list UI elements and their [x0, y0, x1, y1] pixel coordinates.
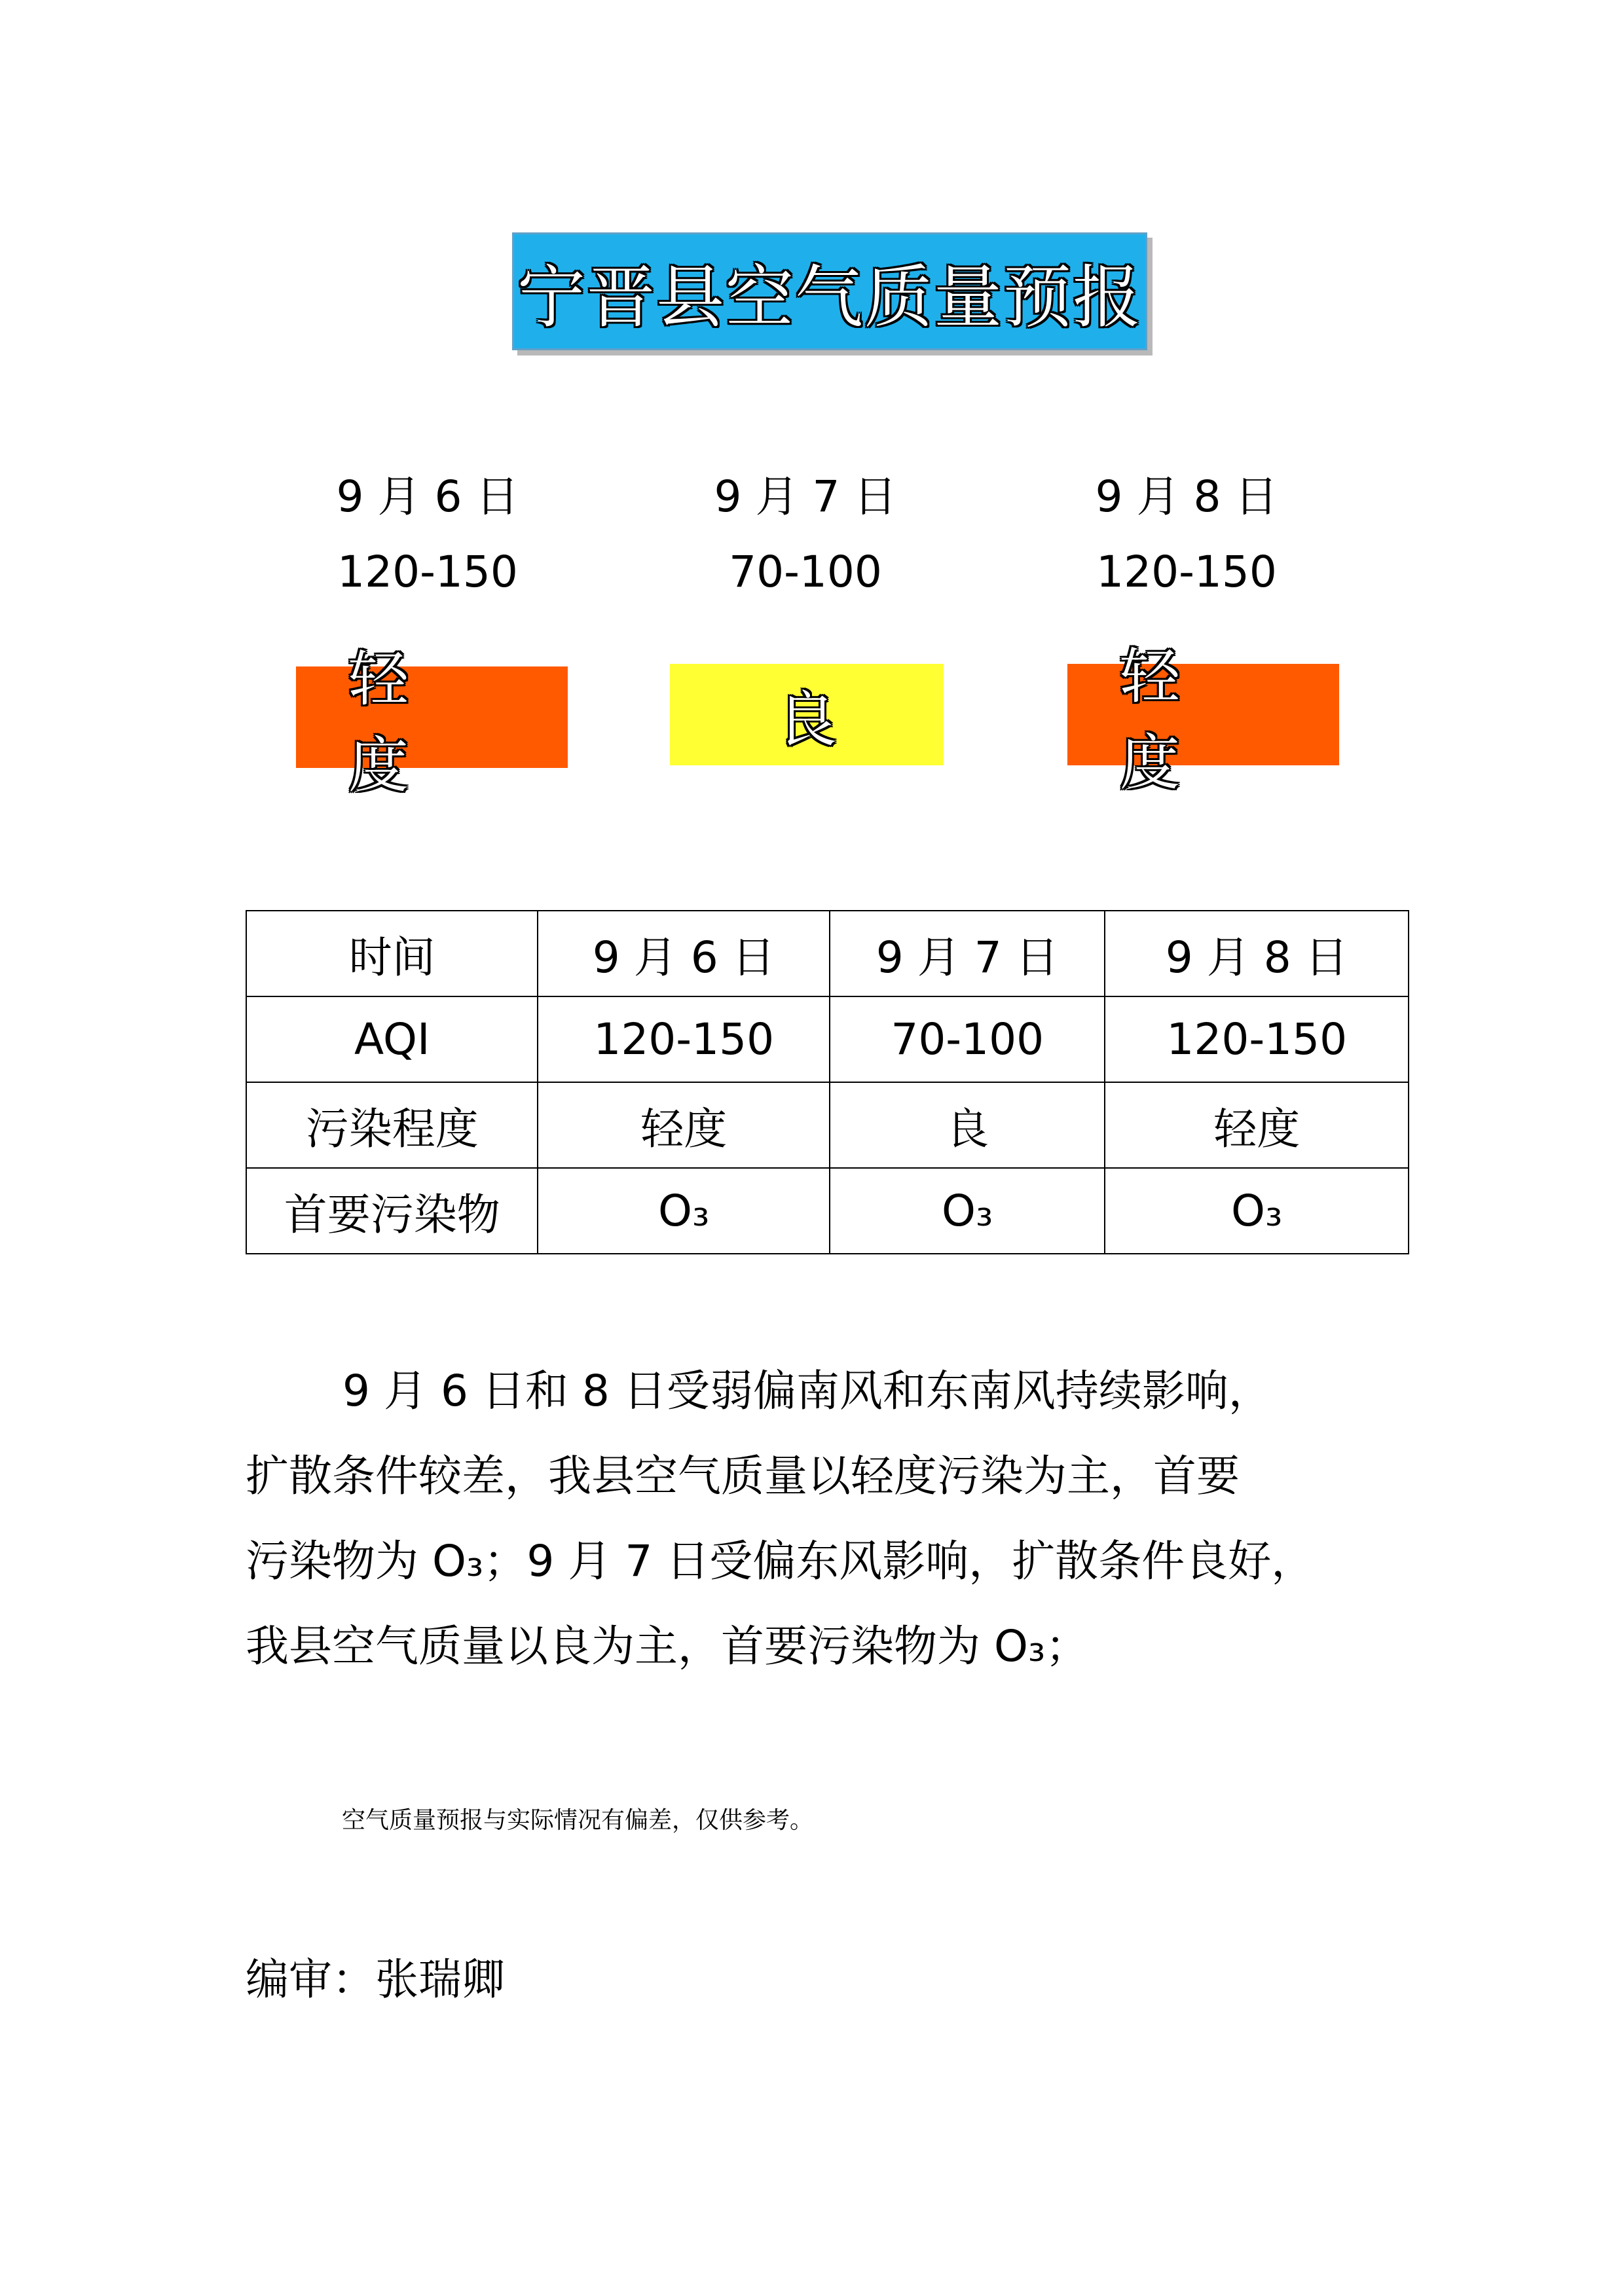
- table-cell: O₃: [538, 1168, 830, 1254]
- title-banner: [512, 232, 1147, 350]
- table-cell: 轻度: [1105, 1082, 1409, 1168]
- table-header-row: [246, 911, 1409, 996]
- aqi-table: [246, 910, 1409, 1254]
- forecast-day-3: [1023, 462, 1350, 597]
- table-header-cell: 9 月 8 日: [1105, 911, 1409, 996]
- level-badge-day-3: 轻度: [1067, 664, 1339, 765]
- level-badge-day-1: 轻度: [296, 666, 568, 768]
- table-header-cell: 9 月 6 日: [538, 911, 830, 996]
- table-header-cell: 时间: [246, 911, 538, 996]
- table-row: [246, 996, 1409, 1082]
- disclaimer-note: 空气质量预报与实际情况有偏差，仅供参考。: [342, 1807, 814, 1834]
- level-badge-day-2: 良: [670, 664, 944, 765]
- page-title: 宁晋县空气质量预报: [517, 257, 1142, 337]
- forecast-aqi: 70-100: [729, 547, 882, 597]
- table-cell: 120-150: [1105, 996, 1409, 1082]
- row-label: 首要污染物: [246, 1168, 538, 1254]
- table-header-cell: 9 月 7 日: [830, 911, 1105, 996]
- forecast-date: 9 月 7 日: [714, 471, 897, 522]
- table-cell: 良: [830, 1082, 1105, 1168]
- table-cell: O₃: [1105, 1168, 1409, 1254]
- table-cell: O₃: [830, 1168, 1105, 1254]
- paragraph-text: 9 月 6 日和 8 日受弱偏南风和东南风持续影响，: [342, 1366, 1272, 1416]
- forecast-date: 9 月 6 日: [336, 471, 519, 522]
- table-row: [246, 1168, 1409, 1254]
- paragraph-line: 我县空气质量以良为主，首要污染物为 O₃；: [246, 1621, 1089, 1671]
- paragraph-line: 扩散条件较差，我县空气质量以轻度污染为主，首要: [246, 1451, 1240, 1501]
- forecast-day-1: [264, 462, 591, 597]
- paragraph-line: 污染物为 O₃；9 月 7 日受偏东风影响，扩散条件良好，: [246, 1536, 1315, 1586]
- table-cell: 70-100: [830, 996, 1105, 1082]
- paragraph-line: [246, 1349, 1378, 1434]
- forecast-aqi: 120-150: [337, 547, 518, 597]
- table-cell: 120-150: [538, 996, 830, 1082]
- table-row: [246, 1082, 1409, 1168]
- forecast-aqi: 120-150: [1096, 547, 1277, 597]
- forecast-date: 9 月 8 日: [1095, 471, 1278, 522]
- table-cell: 轻度: [538, 1082, 830, 1168]
- row-label: AQI: [246, 996, 538, 1082]
- editor-credit: 编审：张瑞卿: [246, 1954, 505, 2005]
- row-label: 污染程度: [246, 1082, 538, 1168]
- forecast-description: [246, 1349, 1378, 1689]
- forecast-day-2: [642, 462, 969, 597]
